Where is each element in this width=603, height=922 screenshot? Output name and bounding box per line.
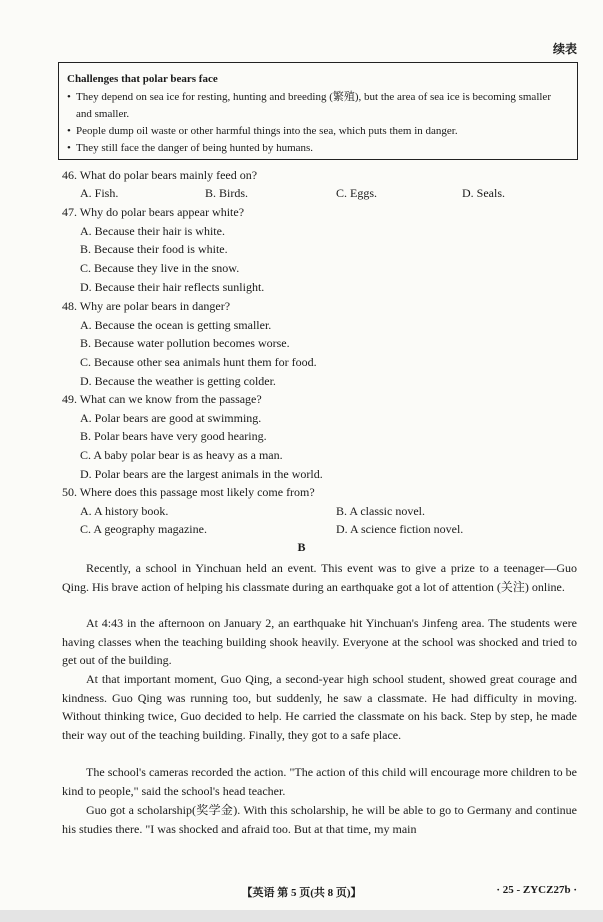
question-46-option-b: B. Birds. xyxy=(205,186,249,200)
box-title: Challenges that polar bears face xyxy=(67,73,218,85)
question-47-option-d: D. Because their hair reflects sunlight. xyxy=(80,280,265,294)
question-48-stem: 48. Why are polar bears in danger? xyxy=(62,299,231,313)
question-49-option-b: B. Polar bears have very good hearing. xyxy=(80,429,267,443)
question-46-option-c: C. Eggs. xyxy=(336,186,378,200)
challenges-box xyxy=(58,62,578,160)
page-number: 【英语 第 5 页(共 8 页)】 xyxy=(241,887,362,899)
question-50-option-c: C. A geography magazine. xyxy=(80,522,207,536)
continued-label: 续表 xyxy=(552,42,577,56)
box-item: • People dump oil waste or other harmful things into the sea, which puts them in danger. xyxy=(67,123,569,140)
exam-code: · 25 - ZYCZ27b · xyxy=(496,884,577,896)
passage-paragraph: At that important moment, Guo Qing, a second-year high school student, showed great courage and kindness. Guo Qing was running too, but suddenly, he saw a classmate. He had difficulty in moving. Without thinking twice, Guo decided to help. He carried the classmate on his back. Step by step, he made their way out of the teaching building. Finally, they got to a safe place. xyxy=(62,672,577,742)
question-47-option-c: C. Because they live in the snow. xyxy=(80,261,240,275)
question-50-option-d: D. A science fiction novel. xyxy=(336,522,464,536)
passage-paragraph: Recently, a school in Yinchuan held an event. This event was to give a prize to a teenager—Guo Qing. His brave action of helping his classmate during an earthquake got a lot of attention (关注) online. xyxy=(62,561,577,594)
question-48-option-a: A. Because the ocean is getting smaller. xyxy=(80,318,272,332)
box-item: • They depend on sea ice for resting, hunting and breeding (繁殖), but the area of sea ice is becoming smaller and smaller. xyxy=(67,89,569,123)
passage-paragraph: At 4:43 in the afternoon on January 2, an earthquake hit Yinchuan's Jinfeng area. The students were having classes when the teaching building shook heavily. Everyone at the school was shocked and tried to get out of the building. xyxy=(62,616,577,668)
question-50-stem: 50. Where does this passage most likely come from? xyxy=(62,485,315,499)
question-46-option-a: A. Fish. xyxy=(80,186,119,200)
question-49-option-c: C. A baby polar bear is as heavy as a man. xyxy=(80,448,283,462)
question-50-option-a: A. A history book. xyxy=(80,504,169,518)
question-47-option-b: B. Because their food is white. xyxy=(80,242,228,256)
passage-paragraph: Guo got a scholarship(奖学金). With this scholarship, he will be able to go to Germany and continue his studies there. "I was shocked and afraid too. But at that time, my main xyxy=(62,803,577,836)
box-item: • They still face the danger of being hunted by humans. xyxy=(67,140,569,157)
question-49-option-d: D. Polar bears are the largest animals in the world. xyxy=(80,467,323,481)
question-48-option-d: D. Because the weather is getting colder. xyxy=(80,374,276,388)
question-46-option-d: D. Seals. xyxy=(462,186,505,200)
question-48-option-b: B. Because water pollution becomes worse. xyxy=(80,336,290,350)
question-50-option-b: B. A classic novel. xyxy=(336,504,425,518)
scan-bottom-edge xyxy=(0,910,603,922)
question-49-option-a: A. Polar bears are good at swimming. xyxy=(80,411,262,425)
question-49-stem: 49. What can we know from the passage? xyxy=(62,392,262,406)
question-46-stem: 46. What do polar bears mainly feed on? xyxy=(62,168,258,182)
question-48-option-c: C. Because other sea animals hunt them for food. xyxy=(80,355,317,369)
question-47-option-a: A. Because their hair is white. xyxy=(80,224,225,238)
question-47-stem: 47. Why do polar bears appear white? xyxy=(62,205,245,219)
section-heading: B xyxy=(297,540,306,554)
passage-paragraph: The school's cameras recorded the action. "The action of this child will encourage more children to be kind to people," said the school's head teacher. xyxy=(62,765,577,798)
